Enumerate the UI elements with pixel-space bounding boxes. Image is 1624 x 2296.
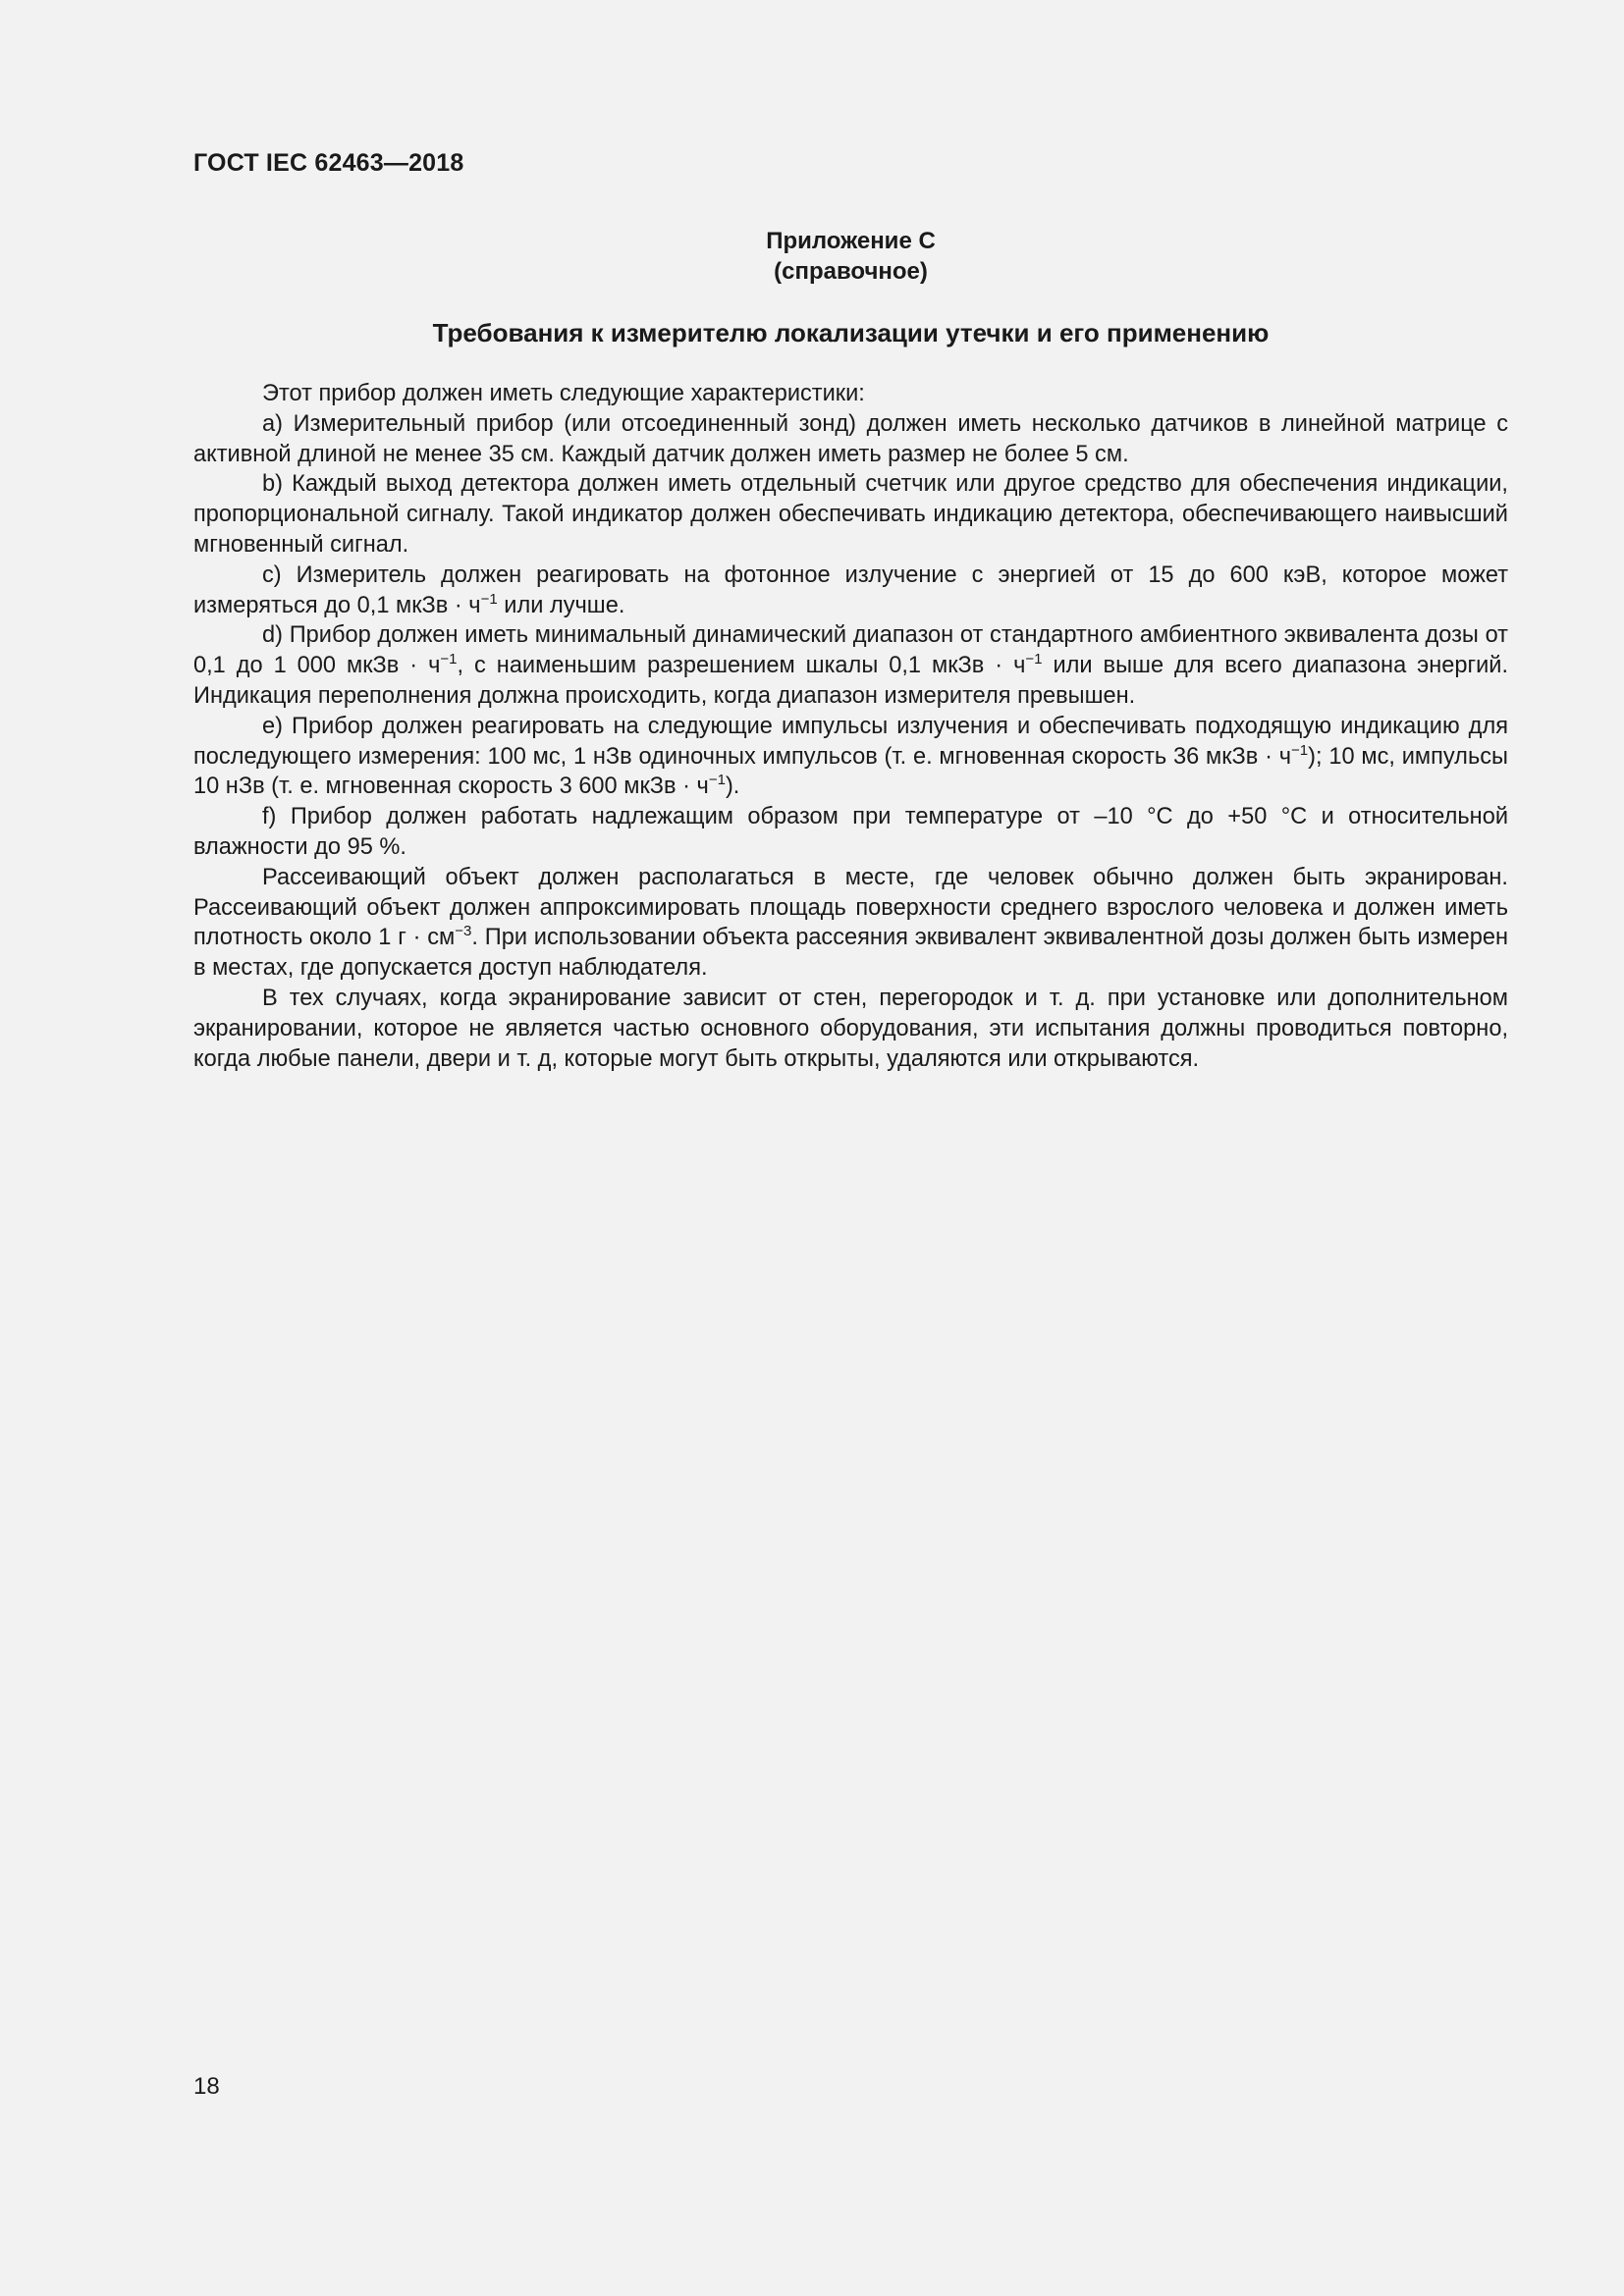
- page-number: 18: [193, 2073, 220, 2100]
- paragraph-scatter-text-2: . При использовании объекта рассеяния эквивалент эквивалентной дозы должен быть измерен в местах, где допускается доступ наблюдателя.: [193, 925, 1508, 982]
- annex-title: Приложение С: [766, 228, 936, 254]
- paragraph-d-text-2: , с наименьшим разрешением шкалы 0,1 мкЗв · ч: [457, 653, 1026, 679]
- paragraph-d-text-3: или выше для всего диапазона энергий. Индикация переполнения должна происходить, когда диапазон измерителя превышен.: [193, 653, 1509, 709]
- paragraph-f: f) Прибор должен работать надлежащим образом при температуре от –10 °С до +50 °С и относительной влажности до 95 %.: [193, 804, 1508, 860]
- paragraph-scatter: [193, 863, 1508, 984]
- paragraph-scatter-text-1: Рассеивающий объект должен располагаться в месте, где человек обычно должен быть экранирован. Рассеивающий объект должен аппроксимировать площадь поверхности среднего взрослого человека и должен иметь плотность около 1 г · см: [193, 864, 1508, 951]
- paragraph-c-text-1: с) Измеритель должен реагировать на фотонное излучение с энергией от 15 до 600 кэВ, которое может измеряться до 0,1 мкЗв · ч: [193, 561, 1508, 618]
- paragraph-e: [193, 712, 1508, 802]
- paragraph-e-text-1: е) Прибор должен реагировать на следующие импульсы излучения и обеспечивать подходящую индикацию для последующего измерения: 100 мс, 1 нЗв одиночных импульсов (т. е. мгновенная скорость 36 мкЗв · ч: [193, 713, 1508, 770]
- section-title: Требования к измерителю локализации утечки и его применению: [432, 318, 1270, 347]
- annex-heading: [193, 226, 1508, 287]
- superscript: −1: [480, 590, 498, 608]
- paragraph-d: [193, 620, 1508, 711]
- paragraph-e-text-2: ); 10 мс, импульсы 10 нЗв (т. е. мгновенная скорость 3 600 мкЗв · ч: [193, 743, 1508, 800]
- superscript: −1: [708, 772, 726, 789]
- paragraph-a: а) Измерительный прибор (или отсоединенный зонд) должен иметь несколько датчиков в линейной матрице с активной длиной не менее 35 см. Каждый датчик должен иметь размер не более 5 см.: [193, 410, 1508, 467]
- paragraph-intro: Этот прибор должен иметь следующие характеристики:: [262, 381, 865, 406]
- superscript: −3: [455, 923, 472, 940]
- paragraph-c: [193, 561, 1508, 621]
- body-text: [193, 379, 1508, 1074]
- paragraph-shielding: В тех случаях, когда экранирование зависит от стен, перегородок и т. д. при установке или дополнительном экранировании, которое не является частью основного оборудования, эти испытания должны проводиться повторно, когда любые панели, двери и т. д, которые могут быть открыты, удаляются или открываются.: [193, 985, 1508, 1072]
- document-header: ГОСТ IEC 62463—2018: [193, 149, 464, 177]
- superscript: −1: [440, 651, 458, 668]
- annex-subtitle: (справочное): [774, 258, 928, 285]
- superscript: −1: [1025, 651, 1043, 668]
- paragraph-e-text-3: ).: [725, 774, 740, 800]
- paragraph-b: b) Каждый выход детектора должен иметь отдельный счетчик или другое средство для обеспечения индикации, пропорциональной сигналу. Такой индикатор должен обеспечивать индикацию детектора, обеспечивающего наивысший мгновенный сигнал.: [193, 471, 1508, 558]
- superscript: −1: [1291, 741, 1309, 759]
- paragraph-c-text-2: или лучше.: [497, 592, 625, 618]
- paragraph-d-text-1: d) Прибор должен иметь минимальный динамический диапазон от стандартного амбиентного эквивалента дозы от 0,1 до 1 000 мкЗв · ч: [193, 622, 1508, 679]
